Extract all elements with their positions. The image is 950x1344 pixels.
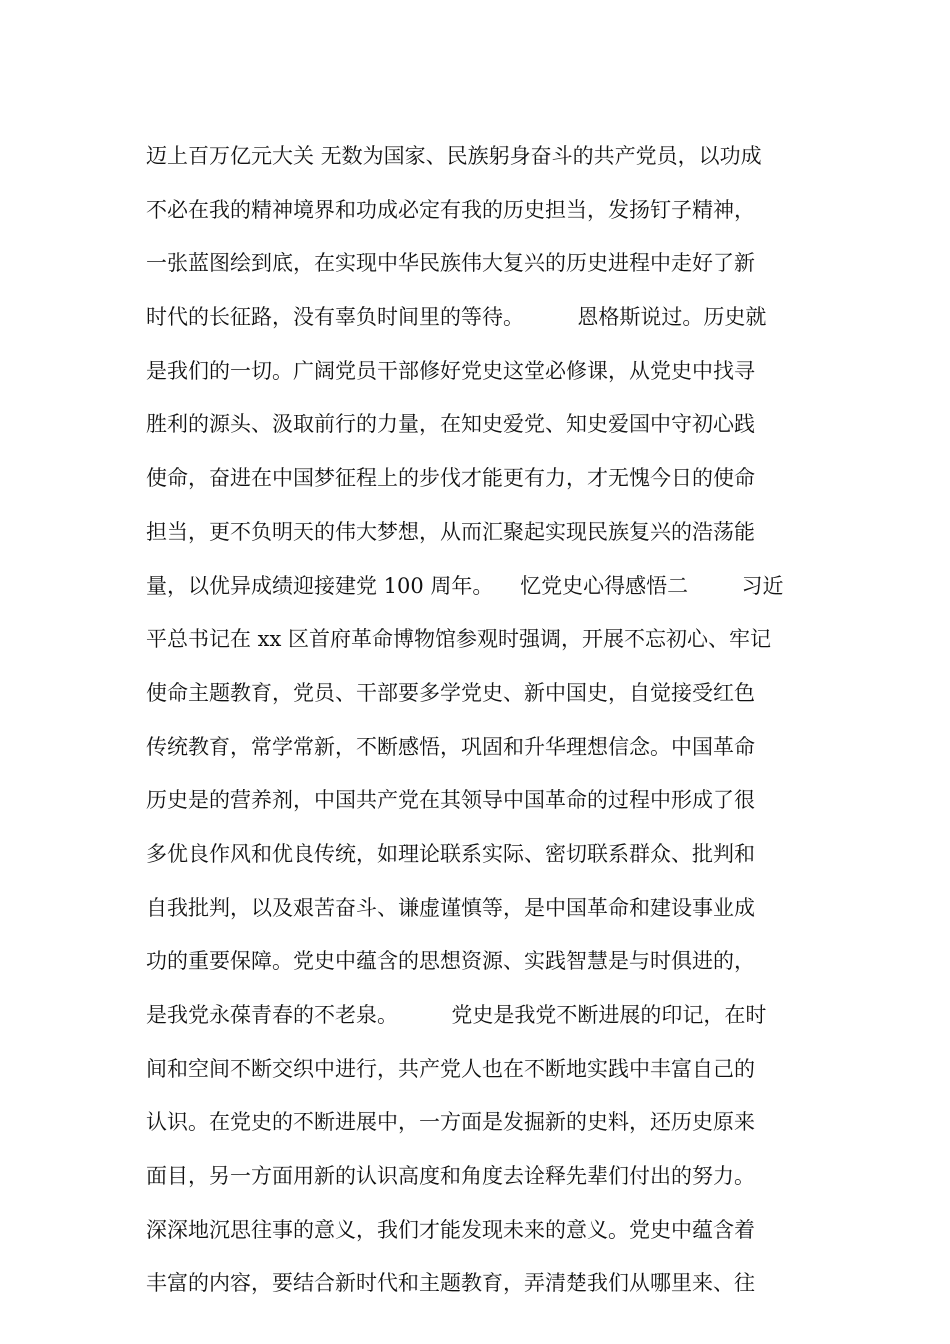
text-line: 认识。在党史的不断进展中，一方面是发掘新的史料，还历史原来 <box>146 1110 755 1135</box>
text-line: 深深地沉思往事的意义，我们才能发现未来的意义。党史中蕴含着 <box>146 1217 755 1242</box>
text-line: 时代的长征路，没有辜负时间里的等待。 恩格斯说过。历史就 <box>146 305 767 330</box>
text-line: 历史是的营养剂，中国共产党在其领导中国革命的过程中形成了很 <box>146 788 755 813</box>
text-line: 担当，更不负明天的伟大梦想，从而汇聚起实现民族复兴的浩荡能 <box>146 519 755 544</box>
text-line: 使命主题教育，党员、干部要多学党史、新中国史，自觉接受红色 <box>146 680 755 705</box>
text-line: 使命，奋进在中国梦征程上的步伐才能更有力，才无愧今日的使命 <box>146 466 755 491</box>
text-line: 多优良作风和优良传统，如理论联系实际、密切联系群众、批判和 <box>146 841 755 866</box>
text-line: 不必在我的精神境界和功成必定有我的历史担当，发扬钉子精神， <box>146 197 755 222</box>
text-line: 是我党永葆青春的不老泉。 党史是我党不断进展的印记，在时 <box>146 1003 767 1027</box>
text-line: 传统教育，常学常新，不断感悟，巩固和升华理想信念。中国革命 <box>146 734 755 759</box>
text-line: 迈上百万亿元大关 无数为国家、民族躬身奋斗的共产党员，以功成 <box>146 144 762 168</box>
text-line: 面目，另一方面用新的认识高度和角度去诠释先辈们付出的努力。 <box>146 1164 755 1189</box>
text-line: 量，以优异成绩迎接建党 100 周年。 忆党史心得感悟二 习近 <box>146 573 784 598</box>
body-text <box>146 130 816 1311</box>
text-line: 间和空间不断交织中进行，共产党人也在不断地实践中丰富自己的 <box>146 1056 755 1081</box>
text-line: 丰富的内容，要结合新时代和主题教育，弄清楚我们从哪里来、往 <box>146 1271 755 1296</box>
text-line: 功的重要保障。党史中蕴含的思想资源、实践智慧是与时俱进的， <box>146 949 755 974</box>
text-line: 胜利的源头、汲取前行的力量，在知史爱党、知史爱国中守初心践 <box>146 412 755 437</box>
text-line: 是我们的一切。广阔党员干部修好党史这堂必修课，从党史中找寻 <box>146 358 755 383</box>
text-line: 平总书记在 xx 区首府革命博物馆参观时强调，开展不忘初心、牢记 <box>146 627 772 652</box>
text-line: 一张蓝图绘到底，在实现中华民族伟大复兴的历史进程中走好了新 <box>146 251 755 276</box>
text-line: 自我批判，以及艰苦奋斗、谦虚谨慎等，是中国革命和建设事业成 <box>146 895 755 920</box>
